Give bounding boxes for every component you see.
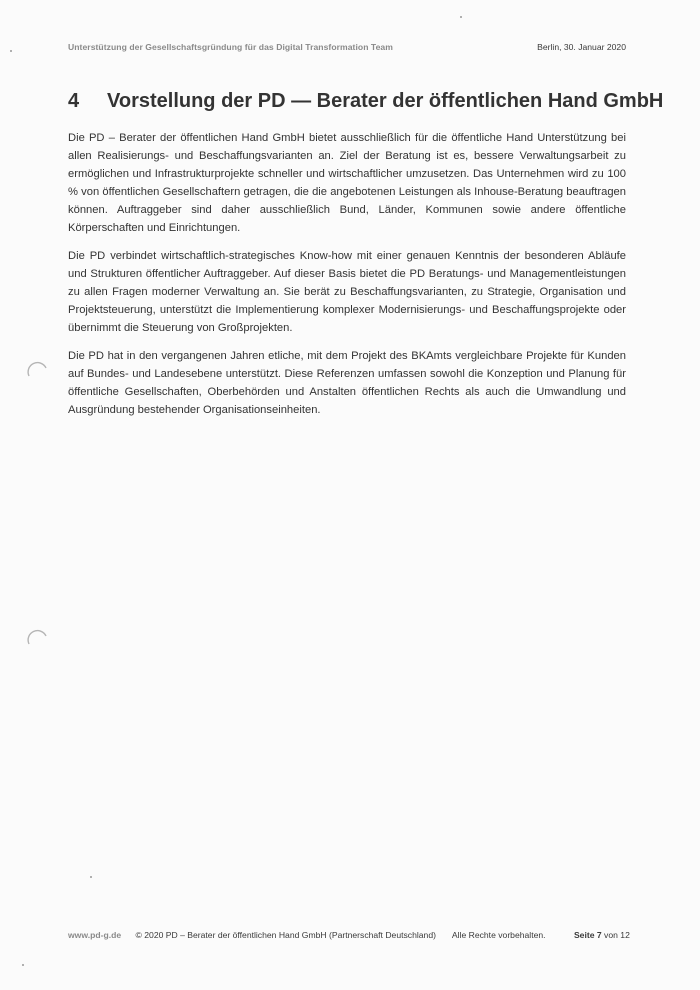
section-title: Vorstellung der PD — Berater der öffentlichen Hand GmbH [107,90,664,112]
running-header-title: Unterstützung der Gesellschaftsgründung für das Digital Transformation Team [68,42,393,52]
footer-page-total: von 12 [604,930,630,940]
section-number: 4 [68,90,80,112]
scan-speck [460,16,462,18]
scan-speck [90,876,92,878]
scan-speck [22,964,24,966]
punch-hole-mark [26,624,48,646]
footer-page-label: Seite [573,930,595,940]
footer-copyright: © 2020 PD – Berater der öffentlichen Hand GmbH (Partnerschaft Deutschland) [135,930,436,940]
punch-hole-mark [26,356,48,378]
footer-rights: Alle Rechte vorbehalten. [451,930,546,940]
page-footer [68,930,628,940]
scan-speck [10,50,12,52]
paragraph-1: Die PD – Berater der öffentlichen Hand GmbH bietet ausschließlich für die öffentliche Hand Unterstützung bei allen Realisierungs- und Beschaffungsvarianten an. Ziel der Beratung ist es, bessere Verwaltungsarbeit zu ermöglichen und Infrastrukturprojekte schneller und wirtschaftlicher umzusetzen. Das Unternehmen wird zu 100 % von öffentlichen Gesellschaftern getragen, die die angebotenen Leistungen als Inhouse-Beratung beauftragen können. Auftraggeber sind daher ausschließlich Bund, Länder, Kommunen sowie andere öffentliche Körperschaften und Einrichtungen. [68,132,626,234]
footer-page-indicator [574,930,630,940]
running-header-date: Berlin, 30. Januar 2020 [537,42,626,52]
section-heading [68,90,664,113]
paragraph-3: Die PD hat in den vergangenen Jahren etliche, mit dem Projekt des BKAmts vergleichbare Projekte für Kunden auf Bundes- und Landesebene unterstützt. Diese Referenzen umfassen sowohl die Konzeption und Planung für öffentliche Gesellschaften, Oberbehörden und Anstalten öffentlichen Rechts als auch die Umwandlung und Ausgründung bestehender Organisationseinheiten. [68,350,626,416]
paragraph-2: Die PD verbindet wirtschaftlich-strategisches Know-how mit einer genauen Kenntnis der besonderen Abläufe und Strukturen öffentlicher Auftraggeber. Auf dieser Basis bietet die PD Beratungs- und Managementleistungen zu allen Fragen moderner Verwaltung an. Sie berät zu Beschaffungsvarianten, zu Strategie, Organisation und Projektsteuerung, unterstützt die Implementierung komplexer Modernisierungs- und Beschaffungsprojekte oder übernimmt die Steuerung von Großprojekten. [68,250,626,334]
footer-url: www.pd-g.de [68,930,122,940]
body-text [68,129,626,429]
footer-page-number: 7 [596,930,602,940]
